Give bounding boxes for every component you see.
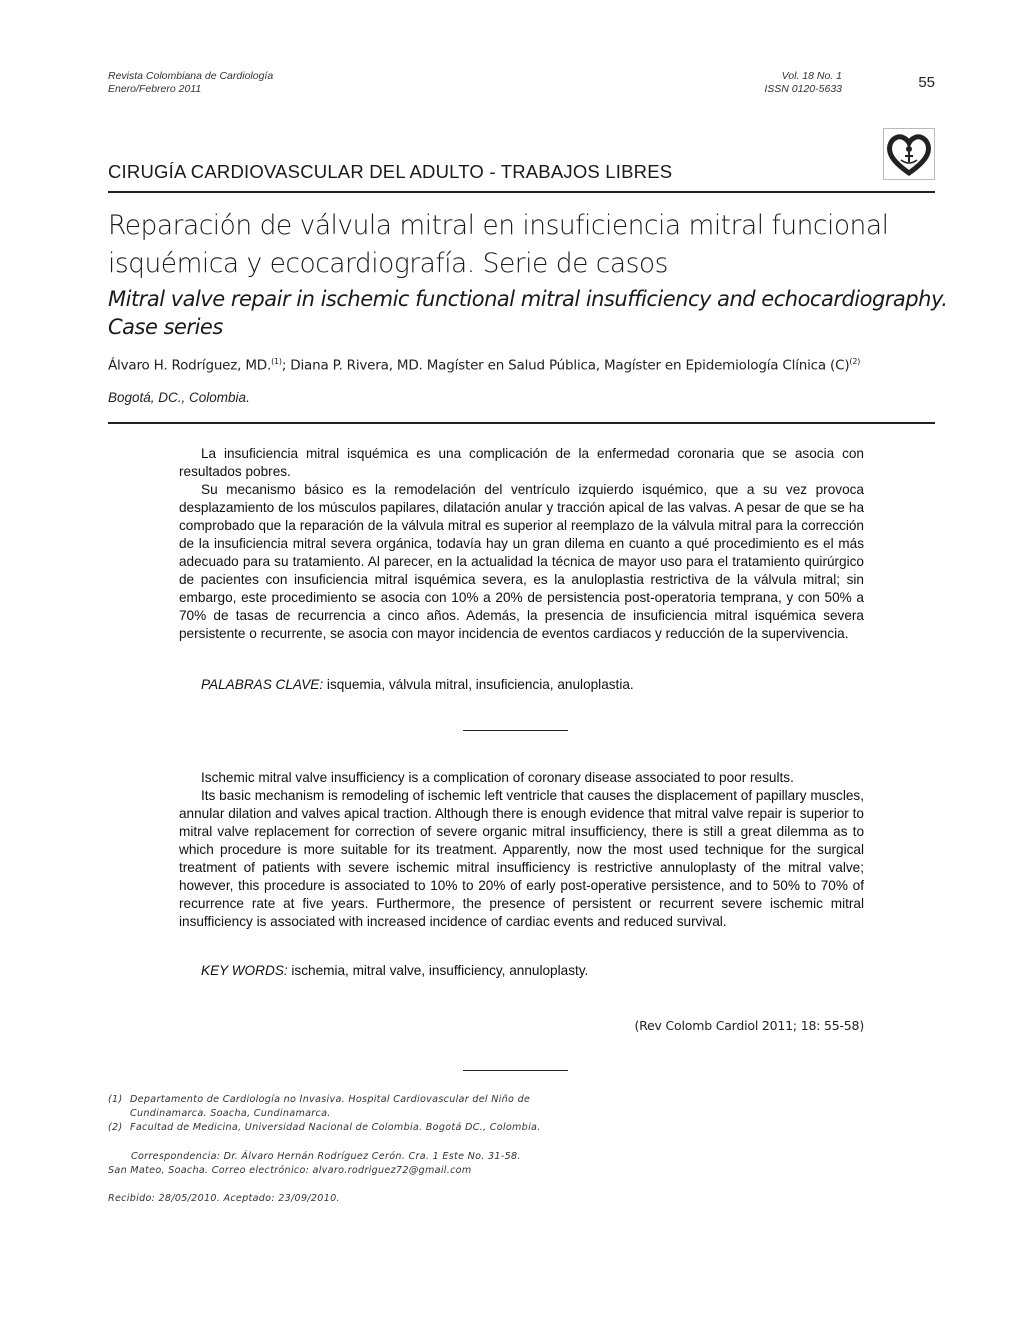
author-2-ref: (2) [849, 357, 861, 366]
affiliation: Bogotá, DC., Colombia. [108, 390, 250, 405]
correspondence-line2: San Mateo, Soacha. Correo electrónico: alvaro.rodriguez72@gmail.com [108, 1165, 472, 1176]
author-1: Álvaro H. Rodríguez, MD. [108, 357, 272, 374]
author-1-ref: (1) [271, 357, 282, 366]
footnote-2-num: (2) [108, 1122, 123, 1133]
issn: ISSN 0120-5633 [764, 83, 842, 95]
heart-logo-icon [883, 128, 935, 180]
authors [108, 357, 860, 374]
author-2: Diana P. Rivera, MD. Magíster en Salud Pública, Magíster en Epidemiología Clínica (C) [290, 357, 850, 374]
header-divider [108, 191, 935, 193]
abstract-en [179, 769, 864, 931]
keywords-en [201, 963, 588, 978]
title-en-line1: Mitral valve repair in ischemic functional mitral insufficiency and echocardiography. [108, 287, 948, 311]
footnote-1-line1: Departamento de Cardiología no Invasiva. Hospital Cardiovascular del Niño de [130, 1094, 531, 1105]
keywords-en-label: KEY WORDS: [201, 963, 288, 978]
received-dates: Recibido: 28/05/2010. Aceptado: 23/09/2010. [108, 1193, 340, 1204]
section-title: CIRUGÍA CARDIOVASCULAR DEL ADULTO - TRABAJOS LIBRES [108, 161, 673, 182]
volume: Vol. 18 No. 1 [781, 70, 842, 82]
title-es-line2: isquémica y ecocardiografía. Serie de casos [108, 248, 668, 279]
journal-name: Revista Colombiana de Cardiología [108, 70, 274, 82]
title-es-line1: Reparación de válvula mitral en insuficiencia mitral funcional [108, 210, 889, 241]
abstract-en-p1: Ischemic mitral valve insufficiency is a complication of coronary disease associated to poor results. [201, 770, 794, 785]
footnote-1-num: (1) [108, 1094, 123, 1105]
footnote-1-line2: Cundinamarca. Soacha, Cundinamarca. [130, 1108, 331, 1119]
keywords-en-text: ischemia, mitral valve, insufficiency, annuloplasty. [287, 963, 589, 978]
issue-date: Enero/Febrero 2011 [108, 83, 202, 95]
authors-divider [108, 422, 935, 424]
page-number: 55 [918, 74, 935, 91]
keywords-es-label: PALABRAS CLAVE: [201, 677, 324, 692]
keywords-es-text: isquemia, válvula mitral, insuficiencia, anuloplastia. [323, 677, 634, 692]
abstract-es-p1: La insuficiencia mitral isquémica es una complicación de la enfermedad coronaria que se asocia con resultados pobres. [179, 446, 864, 479]
abstract-en-p2: Its basic mechanism is remodeling of ischemic left ventricle that causes the displacement of papillary muscles, annular dilation and valves apical traction. Although there is enough evidence that mitral valve repair is superior to mitral valve replacement for correction of severe organic mitral insufficiency, there is still a great dilemma as to which procedure is more suitable for its treatment. Apparently, now the most used technique for the surgical treatment of patients with severe ischemic mitral insufficiency is restrictive annuloplasty of the mitral valve; however, this procedure is associated to 10% to 20% of early post-operative persistence, and to 50% to 70% of recurrence rate at five years. Furthermore, the presence of persistent or recurrent severe ischemic mitral insufficiency is associated with increased incidence of cardiac events and reduced survival. [179, 788, 864, 929]
separator-2 [463, 1070, 568, 1071]
abstract-es-p2: Su mecanismo básico es la remodelación del ventrículo izquierdo isquémico, que a su vez provoca desplazamiento de los músculos papilares, dilatación anular y tracción apical de las valvas. A pesar de que se ha comprobado que la reparación de la válvula mitral es superior al reemplazo de la válvula mitral para la corrección de la insuficiencia mitral severa orgánica, todavía hay un gran dilema en cuanto a qué procedimiento es el más adecuado para su tratamiento. Al parecer, en la actualidad la técnica de mayor uso para el tratamiento quirúrgico de pacientes con insuficiencia mitral isquémica severa, es la anuloplastia restrictiva de la válvula mitral; sin embargo, este procedimiento se asocia con 10% a 20% de persistencia post-operatoria temprana, y con 50% a 70% de tasas de recurrencia a cinco años. Además, la presencia de insuficiencia mitral isquémica severa persistente o recurrente, se asocia con mayor incidencia de eventos cardiacos y reducción de la supervivencia. [179, 482, 864, 641]
keywords-es [201, 677, 634, 692]
separator-1 [463, 730, 568, 731]
title-en-line2: Case series [108, 315, 223, 339]
abstract-es [179, 445, 864, 643]
author-separator: ; [281, 357, 291, 374]
correspondence-line1: Correspondencia: Dr. Álvaro Hernán Rodríguez Cerón. Cra. 1 Este No. 31-58. [131, 1151, 521, 1162]
footnote-2-line1: Facultad de Medicina, Universidad Nacional de Colombia. Bogotá DC., Colombia. [130, 1122, 541, 1133]
citation: (Rev Colomb Cardiol 2011; 18: 55-58) [634, 1018, 864, 1033]
